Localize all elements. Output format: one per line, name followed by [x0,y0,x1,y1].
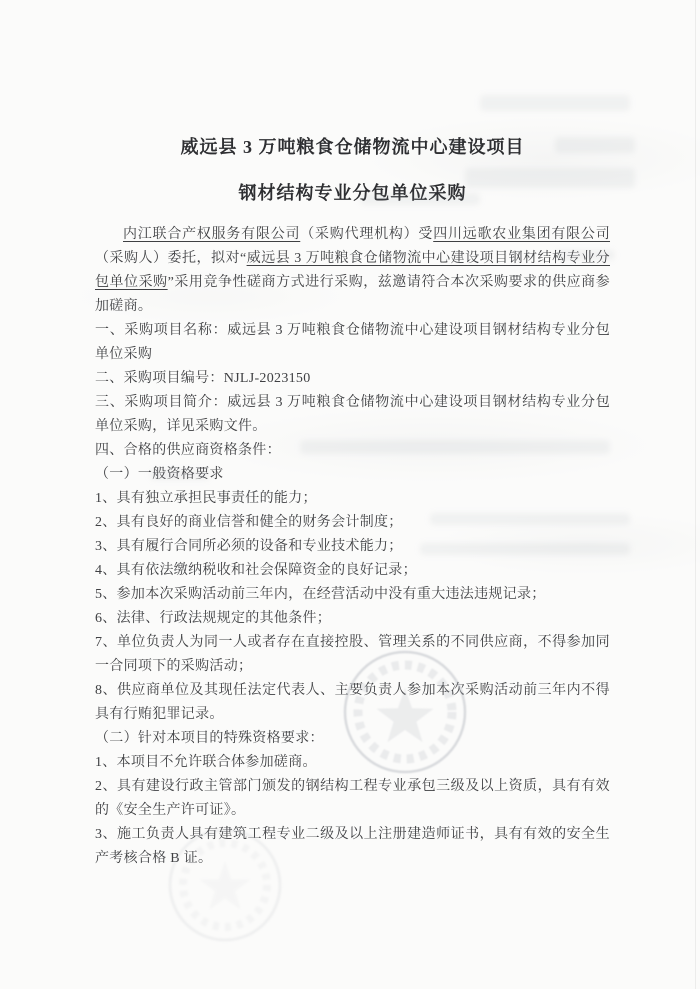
intro-segment: 四川远歌农业集团有限公司 [433,227,611,242]
body-line: 二、采购项目编号：NJLJ-2023150 [95,371,311,386]
page-edge-shadow [695,0,696,989]
document-title [95,124,610,216]
body-line: 4、具有依法缴纳税收和社会保障资金的良好记录； [95,563,417,578]
body-line: 2、具有建设行政主管部门颁发的钢结构工程专业承包三级及以上资质，具有有效的《安全生产许可证》。 [95,779,610,818]
body-line: 2、具有良好的商业信誉和健全的财务会计制度； [95,515,403,530]
body-line: 三、采购项目简介：威远县 3 万吨粮食仓储物流中心建设项目钢材结构专业分包单位采购，详见采购文件。 [95,395,610,434]
intro-segment: （采购人）委托，拟对“ [95,251,247,266]
intro-segment: ”采用竞争性磋商方式进行采购，兹邀请符合本次采购要求的供应商参加磋商。 [95,275,610,314]
scan-smudge [480,95,630,111]
body-line: 3、施工负责人具有建筑工程专业二级及以上注册建造师证书，具有有效的安全生产考核合格 B 证。 [95,827,610,866]
document-title-line1: 威远县 3 万吨粮食仓储物流中心建设项目 [180,137,525,157]
intro-segment: 内江联合产权服务有限公司 [123,227,301,242]
body-lines [95,319,610,871]
document-title-line2: 钢材结构专业分包单位采购 [238,183,467,203]
body-line: 1、本项目不允许联合体参加磋商。 [95,755,317,770]
body-line: （一）一般资格要求 [95,467,224,482]
intro-segment: 威远县 3 万吨粮食仓储物流中心建设项目钢材结构专业分包单位采购 [95,251,610,290]
body-line: 8、供应商单位及其现任法定代表人、主要负责人参加本次采购活动前三年内不得具有行贿犯罪记录。 [95,683,610,722]
body-line: 7、单位负责人为同一人或者存在直接控股、管理关系的不同供应商，不得参加同一合同项下的采购活动； [95,635,610,674]
document-body [95,223,610,871]
body-line: 5、参加本次采购活动前三年内，在经营活动中没有重大违法违规记录； [95,587,546,602]
body-line: （二）针对本项目的特殊资格要求： [95,731,324,746]
body-line: 3、具有履行合同所必须的设备和专业技术能力； [95,539,403,554]
body-line: 6、法律、行政法规规定的其他条件； [95,611,332,626]
intro-paragraph [95,223,610,319]
body-line: 四、合格的供应商资格条件： [95,443,281,458]
body-line: 一、采购项目名称：威远县 3 万吨粮食仓储物流中心建设项目钢材结构专业分包单位采购 [95,323,610,362]
intro-segment: （采购代理机构）受 [300,227,434,242]
body-line: 1、具有独立承担民事责任的能力； [95,491,317,506]
